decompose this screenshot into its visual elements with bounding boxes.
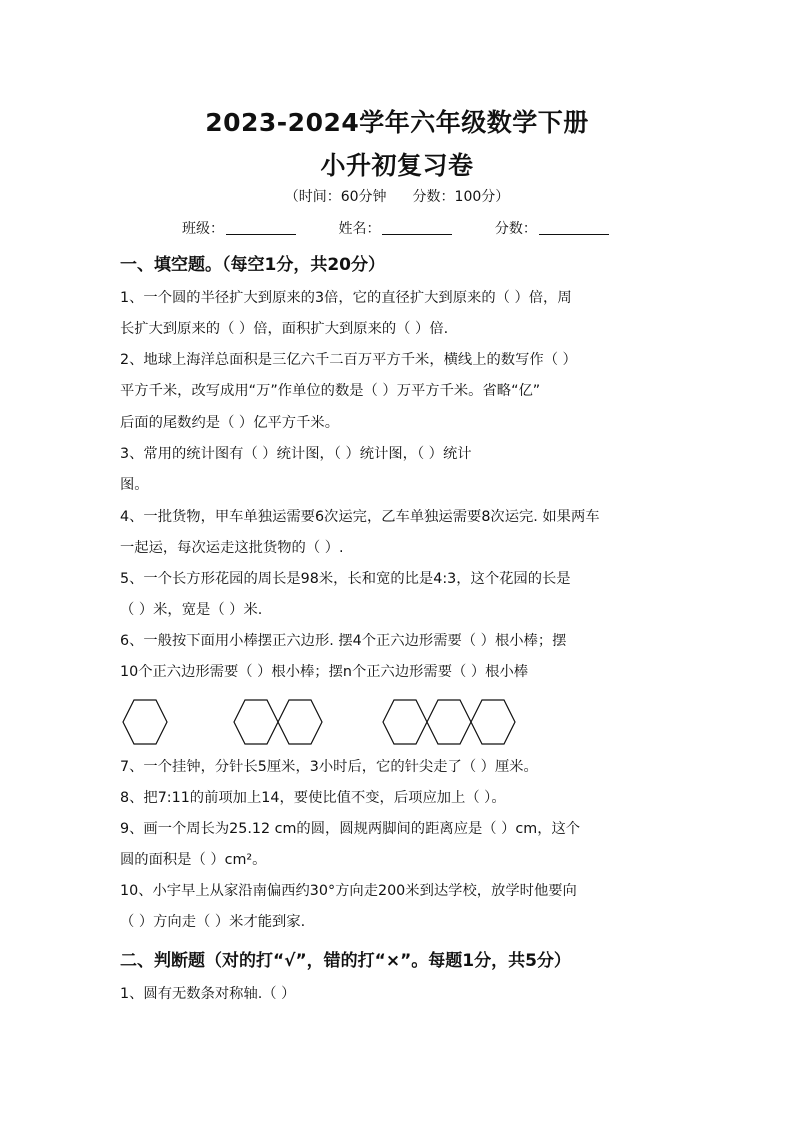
- hexagon: [234, 700, 278, 744]
- score-label: 分数：: [494, 221, 537, 237]
- hexagon: [123, 700, 167, 744]
- exam-meta: [0, 186, 794, 206]
- exam-title: 2023-2024学年六年级数学下册: [205, 108, 589, 137]
- question-3: 3、常用的统计图有（ ）统计图，（ ）统计图，（ ）统计 图。: [120, 446, 472, 494]
- name-label: 姓名：: [338, 221, 381, 237]
- hexagon: [471, 700, 515, 744]
- question-2: 2、地球上海洋总面积是三亿六千二百万平方千米，横线上的数写作（ ） 平方千米，改写成用“万”作单位的数是（ ）万平方千米。省略“亿” 后面的尾数约是（ ）亿平方千米。: [120, 352, 577, 431]
- hexagon-figures: [115, 694, 525, 750]
- section-1-heading: 一、填空题。（每空1分，共20分）: [120, 255, 385, 275]
- figure-three-hexagons: [383, 700, 515, 744]
- hexagon: [383, 700, 427, 744]
- name-blank[interactable]: [382, 222, 452, 235]
- class-label: 班级：: [182, 221, 224, 237]
- hexagon: [427, 700, 471, 744]
- time-limit: （时间：60分钟: [284, 189, 387, 205]
- question-4: 4、一批货物，甲车单独运需要6次运完，乙车单独运需要8次运完. 如果两车 一起运，每次运走这批货物的（ ）.: [120, 509, 600, 557]
- total-score: 分数：100分）: [412, 189, 510, 205]
- question-1: 1、一个圆的半径扩大到原来的3倍，它的直径扩大到原来的（ ）倍，周 长扩大到原来的（ ）倍，面积扩大到原来的（ ）倍.: [120, 290, 572, 338]
- question-5: 5、一个长方形花园的周长是98米，长和宽的比是4:3，这个花园的长是 （ ）米，宽是（ ）米.: [120, 571, 571, 619]
- question-8: 8、把7:11的前项加上14，要使比值不变，后项应加上（ ）。: [120, 790, 506, 806]
- section-2-heading: 二、判断题（对的打“√”，错的打“×”。每题1分，共5分）: [120, 951, 571, 971]
- figure-one-hexagon: [123, 700, 167, 744]
- judge-question-1: 1、圆有无数条对称轴.（ ）: [120, 986, 296, 1002]
- question-10: 10、小宇早上从家沿南偏西约30°方向走200米到达学校，放学时他要向 （ ）方向走（ ）米才能到家.: [120, 883, 577, 931]
- question-9: 9、画一个周长为25.12 cm的圆，圆规两脚间的距离应是（ ）cm，这个 圆的面积是（ ）cm²。: [120, 821, 581, 869]
- class-blank[interactable]: [226, 222, 296, 235]
- question-6: 6、一般按下面用小棒摆正六边形. 摆4个正六边形需要（ ）根小棒；摆 10个正六边形需要（ ）根小棒；摆n个正六边形需要（ ）根小棒: [120, 633, 567, 681]
- figure-two-hexagons: [234, 700, 322, 744]
- hexagon: [278, 700, 322, 744]
- score-blank[interactable]: [539, 222, 609, 235]
- question-7: 7、一个挂钟，分针长5厘米，3小时后，它的针尖走了（ ）厘米。: [120, 759, 538, 775]
- exam-subtitle: 小升初复习卷: [320, 151, 474, 180]
- student-info: [182, 218, 609, 238]
